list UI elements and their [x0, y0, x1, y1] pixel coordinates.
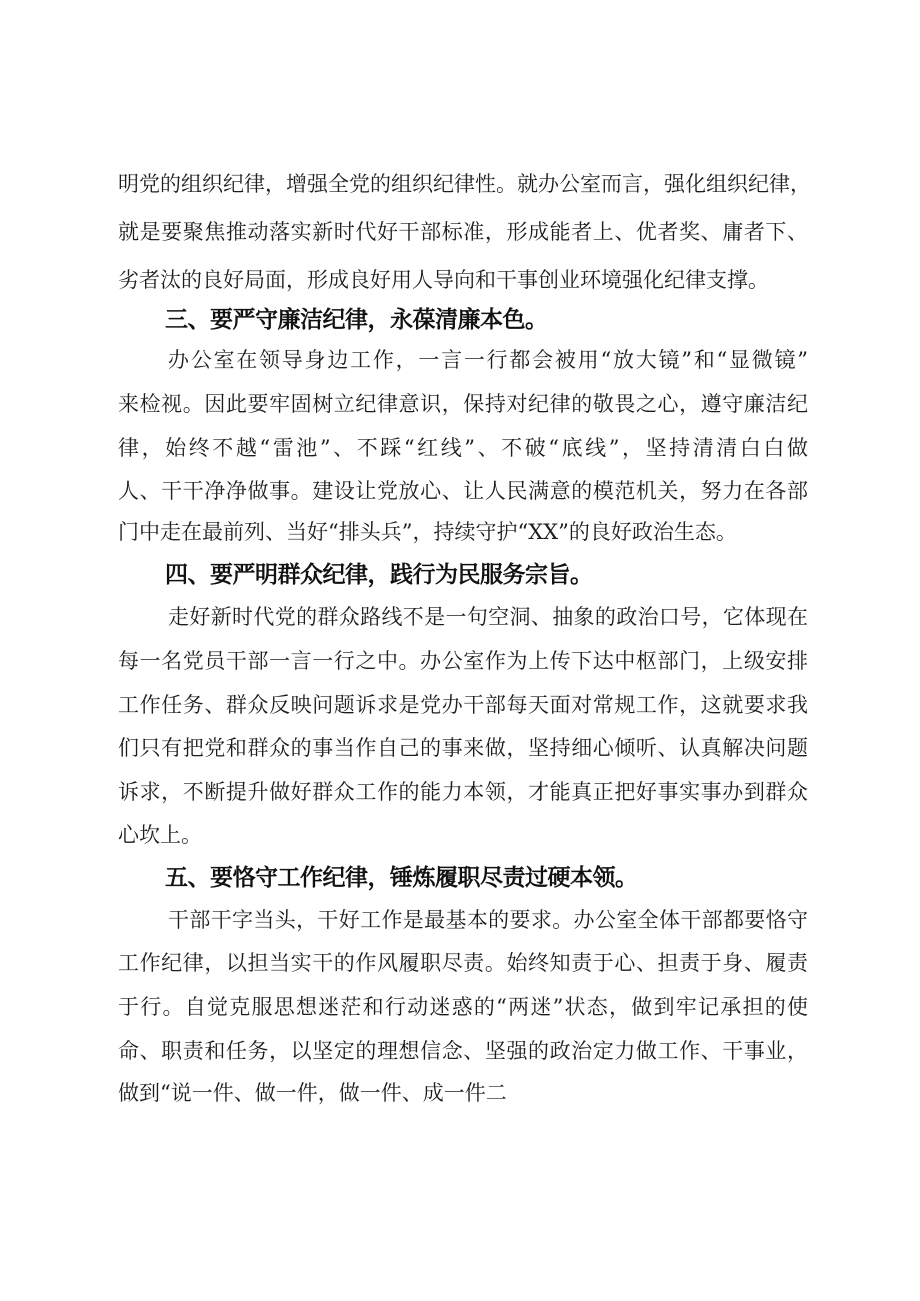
- body-text-line: 每一名党员干部一言一行之中。办公室作为上传下达中枢部门，上级安排: [118, 649, 808, 673]
- body-text-line: 工作任务、群众反映问题诉求是党办干部每天面对常规工作，这就要求我: [118, 693, 808, 717]
- body-text-line: 心坎上。: [118, 823, 202, 847]
- body-text-line: 做到“说一件、做一件，做一件、成一件二: [118, 1081, 507, 1105]
- body-text-line: 命、职责和任务，以坚定的理想信念、坚强的政治定力做工作、干事业，: [118, 1039, 808, 1063]
- body-text-line: 就是要聚焦推动落实新时代好干部标准，形成能者上、优者奖、庸者下、: [118, 220, 808, 244]
- section-heading-4: 四、要严明群众纪律，践行为民服务宗旨。: [165, 562, 593, 588]
- body-text-line: 来检视。因此要牢固树立纪律意识，保持对纪律的敬畏之心，遵守廉洁纪: [118, 392, 808, 416]
- body-text-line: 于行。自觉克服思想迷茫和行动迷惑的“两迷”状态，做到牢记承担的使: [118, 995, 808, 1019]
- body-text-line: 劣者汰的良好局面，形成良好用人导向和干事创业环境强化纪律支撑。: [118, 268, 769, 292]
- body-text-line: 干部干字当头，干好工作是最基本的要求。办公室全体干部都要恪守: [168, 908, 808, 932]
- body-text-line: 明党的组织纪律，增强全党的组织纪律性。就办公室而言，强化组织纪律，: [118, 172, 811, 196]
- body-text-line: 办公室在领导身边工作，一言一行都会被用“放大镜”和“显微镜”: [168, 348, 808, 372]
- section-heading-5: 五、要恪守工作纪律，锤炼履职尽责过硬本领。: [165, 865, 638, 891]
- body-text-line: 工作纪律，以担当实干的作风履职尽责。始终知责于心、担责于身、履责: [118, 951, 808, 975]
- body-text-line: 人、干干净净做事。建设让党放心、让人民满意的模范机关，努力在各部: [118, 479, 808, 503]
- body-text-line: 走好新时代党的群众路线不是一句空洞、抽象的政治口号，它体现在: [168, 605, 808, 629]
- body-text-line: 门中走在最前列、当好“排头兵”，持续守护“XX”的良好政治生态。: [118, 520, 737, 544]
- section-heading-3: 三、要严守廉洁纪律，永葆清廉本色。: [165, 307, 548, 333]
- body-text-line: 律，始终不越“雷池”、不踩“红线”、不破“底线”，坚持清清白白做: [118, 436, 808, 460]
- body-text-line: 诉求，不断提升做好群众工作的能力本领，才能真正把好事实事办到群众: [118, 780, 808, 804]
- body-text-line: 们只有把党和群众的事当作自己的事来做，坚持细心倾听、认真解决问题: [118, 736, 808, 760]
